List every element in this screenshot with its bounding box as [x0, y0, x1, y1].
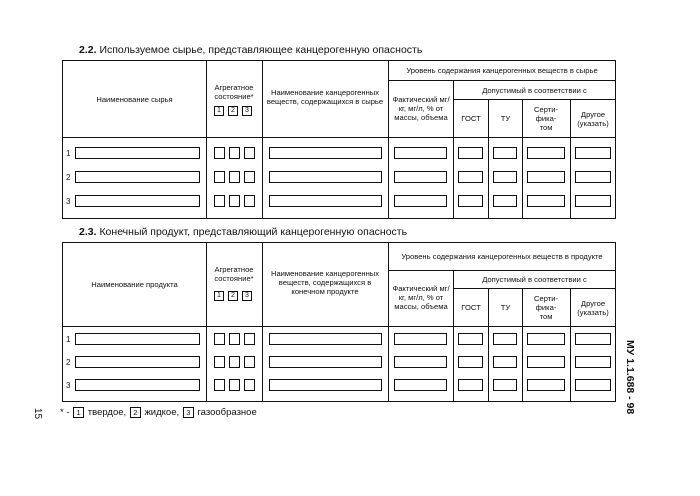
col-header-cert: Серти- фика- том	[533, 105, 558, 132]
gost-field[interactable]	[458, 333, 483, 345]
state-checkbox[interactable]	[214, 333, 225, 345]
col-header-actual: Фактический мг/кг, мг/л, % от массы, объема	[392, 94, 450, 122]
col-header-gost: ГОСТ	[461, 114, 481, 123]
col-header-raw-name: Наименование сырья	[96, 94, 173, 104]
state-box-3: 3	[242, 291, 252, 301]
footnote-box-1: 1	[73, 407, 84, 418]
col-header-state: Агрегатное состояние*	[214, 265, 254, 283]
col-header-gost: ГОСТ	[461, 303, 481, 312]
state-box-1: 1	[214, 291, 224, 301]
footnote-star: * -	[60, 407, 70, 419]
col-header-other: Другое (указать)	[577, 298, 609, 317]
page-number: 15	[32, 408, 43, 420]
state-box-1: 1	[214, 106, 224, 116]
other-field[interactable]	[575, 379, 611, 391]
col-header-product-name: Наименование продукта	[91, 280, 178, 289]
product-name-field[interactable]	[75, 333, 200, 345]
col-header-level: Уровень содержания канцерогенных веществ в продукте	[401, 252, 603, 261]
section-number: 2.3.	[79, 226, 97, 238]
row-number: 2	[66, 358, 71, 367]
state-checkbox[interactable]	[244, 356, 255, 368]
row-number: 3	[66, 381, 71, 390]
col-header-tu: ТУ	[500, 303, 511, 312]
row-number: 1	[66, 335, 71, 344]
tu-field[interactable]	[493, 379, 517, 391]
state-checkbox[interactable]	[229, 379, 240, 391]
state-checkbox[interactable]	[229, 333, 240, 345]
section-title-text: Используемое сырье, представляющее канцерогенную опасность	[99, 44, 423, 56]
col-header-other: Другое (указать)	[577, 109, 609, 128]
col-header-level: Уровень содержания канцерогенных веществ в сырье	[406, 66, 598, 75]
row-number: 1	[66, 149, 71, 158]
gost-field[interactable]	[458, 356, 483, 368]
actual-field[interactable]	[394, 333, 447, 345]
footnote-label: жидкое,	[144, 407, 180, 419]
section-number: 2.2.	[79, 44, 97, 56]
col-header-state: Агрегатное состояние*	[214, 83, 254, 101]
footnote-label: твердое,	[87, 407, 127, 419]
state-checkbox[interactable]	[214, 379, 225, 391]
cert-field[interactable]	[527, 333, 565, 345]
col-header-tu: ТУ	[500, 114, 511, 123]
other-field[interactable]	[575, 356, 611, 368]
col-header-substances: Наименование канцерогенных веществ, содержащихся в сырье	[266, 88, 384, 106]
tu-field[interactable]	[493, 333, 517, 345]
col-header-allowed: Допустимый в соответствии с	[482, 85, 587, 95]
product-name-field[interactable]	[75, 356, 200, 368]
footnote-box-2: 2	[130, 407, 141, 418]
section-title-text: Конечный продукт, представляющий канцерогенную опасность	[99, 226, 408, 238]
state-checkbox[interactable]	[244, 379, 255, 391]
col-header-actual: Фактический мг/кг, мг/л, % от массы, объема	[392, 283, 450, 311]
cert-field[interactable]	[527, 379, 565, 391]
footnote-label: газообразное	[197, 407, 257, 419]
footnote	[60, 407, 257, 418]
state-checkbox[interactable]	[214, 356, 225, 368]
row-number: 2	[66, 173, 71, 182]
state-checkbox[interactable]	[229, 356, 240, 368]
tu-field[interactable]	[493, 356, 517, 368]
other-field[interactable]	[575, 333, 611, 345]
actual-field[interactable]	[394, 356, 447, 368]
gost-field[interactable]	[458, 379, 483, 391]
substance-field[interactable]	[269, 356, 382, 368]
document-code: МУ 1.1.688 - 98	[624, 340, 636, 415]
state-box-3: 3	[242, 106, 252, 116]
state-box-2: 2	[228, 291, 238, 301]
col-header-substances: Наименование канцерогенных веществ, содержащихся в конечном продукте	[270, 268, 380, 296]
row-number: 3	[66, 197, 71, 206]
footnote-box-3: 3	[183, 407, 194, 418]
col-header-allowed: Допустимый в соответствии с	[482, 275, 587, 284]
product-name-field[interactable]	[75, 379, 200, 391]
substance-field[interactable]	[269, 333, 382, 345]
substance-field[interactable]	[269, 379, 382, 391]
actual-field[interactable]	[394, 379, 447, 391]
cert-field[interactable]	[527, 356, 565, 368]
col-header-cert: Серти- фика- том	[533, 294, 558, 321]
state-box-2: 2	[228, 106, 238, 116]
state-checkbox[interactable]	[244, 333, 255, 345]
